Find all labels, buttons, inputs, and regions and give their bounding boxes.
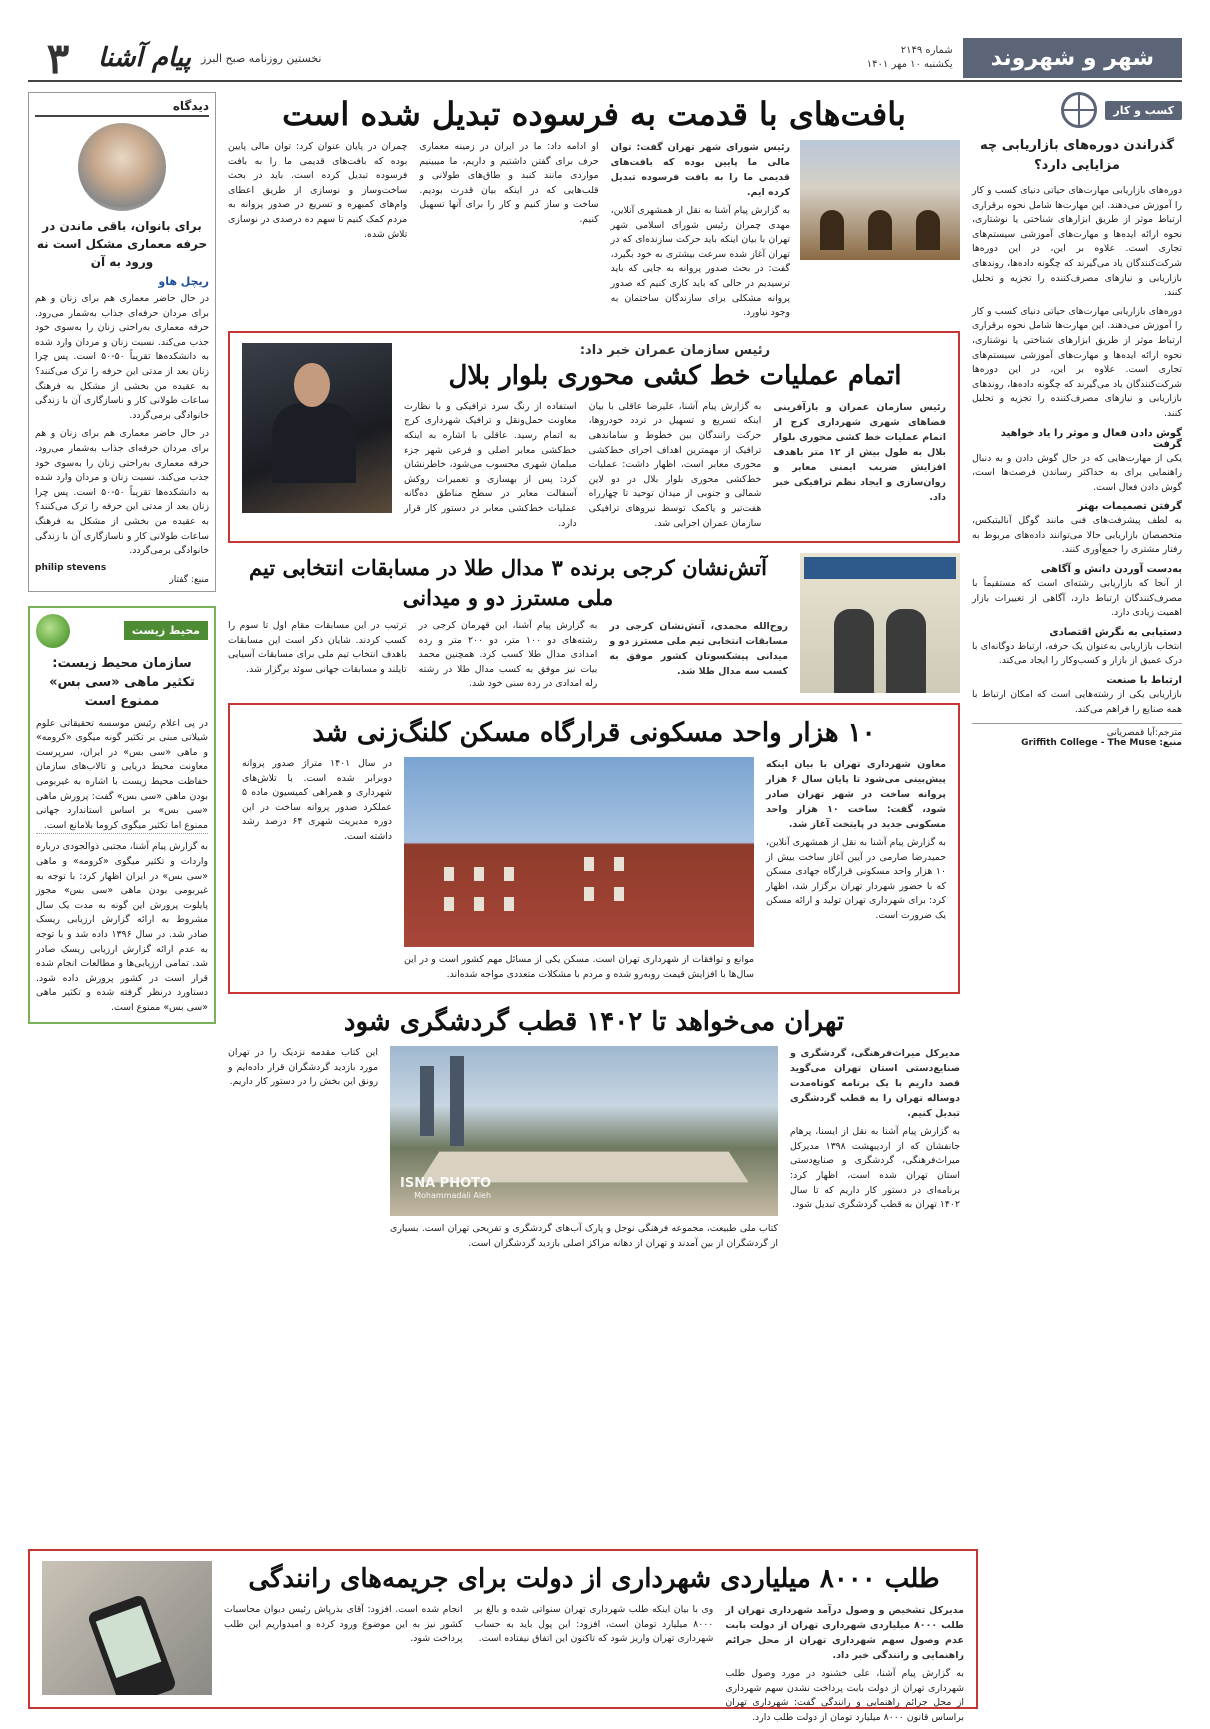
story5-body3: این کتاب مقدمه نزدیک را در تهران مورد بازدید گردشگران قرار داده‌ایم و رونق این بخش را در دستور کار داریم. <box>228 1047 378 1088</box>
story6-headline: طلب ۸۰۰۰ میلیاردی شهرداری از دولت برای جریمه‌های رانندگی <box>248 1564 940 1594</box>
story4-body3: موانع و توافقات از شهرداری تهران است. مسکن یکی از مسائل مهم کشور است و در این سال‌ها با افزایش قیمت روبه‌رو شده و مردم با مشکلات متعددی مواجه شده‌اند. <box>404 954 754 980</box>
environment-lead: در پی اعلام رئیس موسسه تحقیقاتی علوم شیلاتی مبنی بر تکثیر گونه میگوی «کرومه» و ماهی «سی بس» در ایران، سرپرست معاونت محیط دریایی و تالاب‌های سازمان حفاظت محیط زیست با اشاره به غیربومی بودن ماهی «سی بس» گفت: پرورش ماهی «سی بس» بر اساس استاندارد جهانی ممنوع اما تکثیر میگوی کروما بلامانع است. <box>36 717 208 835</box>
story2-headline: اتمام عملیات خط کشی محوری بلوار بلال <box>448 360 902 391</box>
opinion-translator: منبع: گفتار <box>169 574 209 585</box>
story2-kicker: رئیس سازمان عمران خبر داد: <box>579 342 771 358</box>
newspaper-subtitle: نخستین روزنامه صبح البرز <box>200 51 322 65</box>
masthead <box>28 33 1182 83</box>
traffic-fines-photo <box>42 1561 212 1695</box>
story-tehran-tourism <box>228 1004 960 1251</box>
story3-body1: به گزارش پیام آشنا، این قهرمان کرجی در رشته‌های دو ۱۰۰ متر، دو ۲۰۰ متر و رده امدادی مدال طلا کسب کرد. همچنین محمد بیات نیز موفق به کسب مدال طلا در رشته رله امدادی در رده سنی خود شد. <box>418 620 598 690</box>
environment-title: سازمان محیط زیست: تکثیر ماهی «سی بس» ممنوع است <box>49 655 195 709</box>
right-column <box>972 92 1182 1709</box>
subhead-3: به‌دست آوردن دانش و آگاهی <box>1040 564 1182 576</box>
story3-lead: روح‌الله محمدی، آتش‌نشان کرجی در مسابقات انتخابی تیم ملی مسترز دو و میدانی پیشکسوتان کشور موفق به کسب سه مدال طلا شد. <box>609 621 788 678</box>
author-portrait <box>78 123 166 211</box>
story1-headline: بافت‌های با قدمت به فرسوده تبدیل شده است <box>282 95 906 133</box>
official-portrait-photo <box>242 343 392 513</box>
photo-watermark: ISNA PHOTO Mohammadali Aleh <box>400 1176 492 1201</box>
opinion-author: ریچل هاو <box>158 275 209 288</box>
leaf-icon <box>36 614 70 648</box>
subhead-4-text: انتخاب بازاریابی به‌عنوان یک حرفه، ارتباط دوگانه‌ای با درک عمیق از بازار و کسب‌وکار را ایجاد می‌کند. <box>972 640 1182 667</box>
business-article-body-filler <box>972 305 1182 422</box>
page-number: ۳ <box>46 33 70 83</box>
opinion-source: philip stevens <box>35 562 107 573</box>
left-column <box>28 92 216 1709</box>
globe-icon <box>1061 92 1097 128</box>
story1-body3: چمران در پایان عنوان کرد: توان مالی پایین بوده که بافت‌های قدیمی ما را به بافت فرسوده تبدیل کرده است. باید در بحث ساخت‌وساز و نوسازی از طریق اعطای وام‌های کمبهره و تسریع در صدور پروانه به مردم کمک کنیم تا سهم ده درصدی در نوسازی تلاش شده. <box>228 141 408 240</box>
business-article-body-repeat: دوره‌های بازاریابی مهارت‌های حیاتی دنیای کسب و کار را آموزش می‌دهند. این مهارت‌ها شامل نحوه برقراری ارتباط موثر از طریق ابزارهای شناختی یا نوشتاری، نحوه ارائه ایده‌ها و مهارت‌های آموزشی سیستم‌های تجاری است. علاوه بر این، در این دوره‌ها شرکت‌کنندگان یاد می‌گیرند که چگونه داده‌ها، روندهای بازاریابی و نیازهای مصرف‌کننده را تجزیه و تحلیل کنند. <box>972 305 1182 419</box>
subhead-5: ارتباط با صنعت <box>1106 675 1182 687</box>
source: منبع: Griffith College - The Muse <box>1021 738 1182 749</box>
environment-box <box>28 606 216 1024</box>
page-body <box>28 92 1182 1709</box>
story5-headline: تهران می‌خواهد تا ۱۴۰۲ قطب گردشگری شود <box>343 1007 845 1038</box>
middle-column <box>228 92 960 1709</box>
business-article-title: گذراندن دوره‌های بازاریابی چه مزایایی دارد؟ <box>979 138 1175 173</box>
story5-body2: کتاب ملی طبیعت، مجموعه فرهنگی نوجل و پارک آب‌های گردشگری و تفریحی تهران است. بسیاری از گردشگران از بین آمدند و تهران از دهانه مراکز اصلی بازدید گردشگران است. <box>390 1223 778 1249</box>
issue-info <box>867 44 963 72</box>
environment-tag: محیط زیست <box>124 621 208 640</box>
opinion-tag: دیدگاه <box>172 99 209 113</box>
subhead-4: دستیابی به نگرش اقتصادی <box>1049 626 1182 638</box>
story2-lead: رئیس سازمان عمران و بازآفرینی فضاهای شهری شهرداری کرج از اتمام عملیات خط کشی محوری بلوار بلال به طول بیش از ۱۲ متر باهدف افزایش ضریب ایمنی معابر و روان‌سازی و ایجاد نظم ترافیکی خبر داد. <box>773 401 946 503</box>
apartments-photo <box>404 757 754 947</box>
business-credits <box>972 723 1182 748</box>
story1-body2: او ادامه داد: ما در ایران در زمینه معماری حرف برای گفتن داشتیم و داریم، ما میبینیم مواردی مانند کنبد و طاق‌های طولانی و قلب‌هایی که در اینکه بیان قدرت بودیم. ساخت و ساز کنیم و کار را برای آنها تسهیل کنیم. <box>419 141 599 225</box>
nature-bridge-photo <box>390 1046 778 1216</box>
story-housing-units <box>228 703 960 994</box>
story6-body2: وی با بیان اینکه طلب شهرداری تهران سنواتی شده و بالغ بر ۸۰۰۰ میلیارد تومان است، افزود: این پول باید به حساب شهرداری تهران واریز شود که تاکنون این اتفاق نیفتاده است. <box>474 1604 714 1645</box>
story4-lead: معاون شهرداری تهران با بیان اینکه پیش‌بینی می‌شود تا پایان سال ۶ هزار پروانه ساخت در شهر تهران صادر شود، گفت: ساخت ۱۰ هزار واحد مسکونی جدید در پایتخت آغاز شد. <box>766 759 946 831</box>
story-municipality-debt <box>28 1549 978 1723</box>
story-firefighter-medals <box>228 553 960 693</box>
story4-body2: در سال ۱۴۰۱ متراژ صدور پروانه دوبرابر شده است. با تلاش‌های شهرداری و همراهی کمیسیون ماده ۵ عملکرد صدور پروانه ساخت در این دوره مدیریت شهری ۶۴ درصد رشد داشته است. <box>242 758 392 843</box>
story5-body1: به گزارش پیام آشنا به نقل از ایسنا، پرهام جانفشان که از اردیبهشت ۱۳۹۸ مدیرکل میراث‌فرهنگی، گردشگری و صنایع‌دستی استان تهران شده است، اظهار کرد: برنامه‌ای در دستور کار داریم که تا سال ۱۴۰۲ تهران به قطب گردشگری تبدیل شود. <box>790 1126 960 1211</box>
business-tag: کسب و کار <box>1105 101 1182 120</box>
subhead-2: گرفتن تصمیمات بهتر <box>1077 501 1182 513</box>
story6-lead: مدیرکل تشخیص و وصول درآمد شهرداری تهران از طلب ۸۰۰۰ میلیاردی شهرداری تهران از دولت بابت عدم وصول سهم شهرداری تهران از محل جرائم راهنمایی و رانندگی خبر داد. <box>725 1605 964 1661</box>
story4-body1: به گزارش پیام آشنا به نقل از همشهری آنلاین، حمیدرضا صارمی در آیین آغاز ساخت بیش از ۱۰ هزار واحد مسکونی قرارگاه جهادی مسکن که با حضور شهردار تهران برگزار شد، اظهار کرد: برای شهرداری تهران تولید و ارائه مسکن یک ضرورت است. <box>766 837 946 922</box>
athletes-photo <box>800 553 960 693</box>
business-header <box>972 92 1182 128</box>
subhead-3-text: از آنجا که بازاریابی رشته‌ای است که مستقیماً با مصرف‌کنندگان ارتباط دارد، آگاهی از تغییرات بازار اهمیت زیادی دارد. <box>972 578 1182 619</box>
business-article-body: دوره‌های بازاریابی مهارت‌های حیاتی دنیای کسب و کار را آموزش می‌دهند. این مهارت‌ها شامل نحوه برقراری ارتباط موثر از طریق ابزارهای شناختی یا نوشتاری، نحوه ارائه ایده‌ها و مهارت‌های آموزشی سیستم‌های تجاری است. علاوه بر این، در این دوره‌ها شرکت‌کنندگان یاد می‌گیرند که چگونه داده‌ها، روندهای بازاریابی و نیازهای مصرف‌کننده را تجزیه و تحلیل کنند. <box>972 185 1182 299</box>
story6-body3: انجام شده است. افزود: آقای بذرپاش رئیس دیوان محاسبات کشور نیز به این موضوع ورود کرده و امیدواریم این طلب پرداخت شود. <box>223 1604 463 1645</box>
opinion-title: برای بانوان، باقی ماندن در حرفه معماری مشکل است نه ورود به آن <box>36 219 208 269</box>
story3-body2: ترتیب در این مسابقات مقام اول تا سوم را کسب کردند. شایان ذکر است این مسابقات باهدف انتخاب تیم ملی برای مسابقات آسیایی تایلند و مسابقات جهانی سوئد برگزار شد. <box>227 620 407 675</box>
issue-date: یکشنبه ۱۰ مهر ۱۴۰۱ <box>866 59 953 70</box>
story6-body1: به گزارش پیام آشنا، علی خشنود در مورد وصول طلب شهرداری تهران از دولت بابت پرداخت نشدن سهم شهرداری از محل جرائم راهنمایی و رانندگی گفت: شهرداری تهران براساس قانون ۸۰۰۰ میلیارد تومان از دولت طلب دارد. <box>725 1668 964 1723</box>
subhead-1: گوش دادن فعال و موثر را یاد خواهید گرفت <box>1000 427 1182 450</box>
story-old-textures <box>228 92 960 321</box>
story2-body2: استفاده از رنگ سرد ترافیکی و با نظارت معاونت حمل‌ونقل و ترافیک شهرداری کرج به اتمام رسید. عاقلی با اشاره به اینکه خط‌کشی معابر اصلی و فرعی شهر جزء مبلمان شهری محسوب می‌شود، خاطرنشان کرد: پس از بهسازی و تعمیرات روکش آسفالت معابر در سطح مناطق ده‌گانه عملیات خط‌کشی معابر در دستور کار قرار دارد. <box>403 400 577 529</box>
subhead-1-text: یکی از مهارت‌هایی که در حال گوش دادن و به دنبال راهنمایی برای به حداکثر رساندن فرصت‌ها است، گوش دادن فعال است. <box>972 452 1182 493</box>
newspaper-logo: پیام آشنا <box>98 43 191 73</box>
subhead-2-text: به لطف پیشرفت‌های فنی مانند گوگل آنالیتیکس، متخصصان بازاریابی حالا می‌توانند داده‌های مربوط به رفتار مشتری را جمع‌آوری کنند. <box>972 515 1182 556</box>
subhead-5-text: بازاریابی یکی از رشته‌هایی است که امکان ارتباط با همه صنایع را فراهم می‌کند. <box>972 689 1182 715</box>
section-title: شهر و شهروند <box>963 38 1182 78</box>
old-building-photo <box>800 140 960 260</box>
opinion-box <box>28 92 216 592</box>
opinion-body-2: در حال حاضر معماری هم برای زنان و هم برای مردان حرفه‌ای جذاب به‌شمار می‌رود. حرفه معماری به‌راحتی زنان را به‌سوی خود جذب می‌کند. نسبت زنان و مردان وارد شده به دانشکده‌ها تقریباً ۵۰-۵۰ است. پس چرا زنان بعد از مدتی این حرفه را ترک می‌کنند؟ به عقیده من بخشی از مشکل به فرهنگ ساعات طولانی کار و ناسازگاری آن با زندگی خانوادگی برمی‌گردد. <box>35 428 209 557</box>
translator: مترجم:آیا قمصریانی <box>1106 728 1182 739</box>
story1-lead: رئیس شورای شهر تهران گفت: توان مالی ما پایین بوده که بافت‌های قدیمی ما را به بافت فرسوده تبدیل کرده ایم. <box>610 142 790 198</box>
story3-headline: آتش‌نشان کرجی برنده ۳ مدال طلا در مسابقات انتخابی تیم ملی مسترز دو و میدانی <box>249 555 767 611</box>
story-bilal-boulevard <box>228 331 960 543</box>
opinion-body: در حال حاضر معماری هم برای زنان و هم برای مردان حرفه‌ای جذاب به‌شمار می‌رود. حرفه معماری به‌راحتی زنان را به‌سوی خود جذب می‌کند. نسبت زنان و مردان وارد شده به دانشکده‌ها تقریباً ۵۰-۵۰ است. پس چرا زنان بعد از مدتی این حرفه را ترک می‌کنند؟ به عقیده من بخشی از مشکل به فرهنگ ساعات طولانی کار و ناسازگاری آن با زندگی خانوادگی برمی‌گردد. <box>35 293 209 421</box>
story5-lead: مدیرکل میراث‌فرهنگی، گردشگری و صنایع‌دستی استان تهران می‌گوید قصد داریم با یک برنامه کوتاه‌مدت دوساله تهران را به قطب گردشگری تبدیل کنیم. <box>790 1048 960 1120</box>
issue-number: شماره ۲۱۴۹ <box>900 45 953 56</box>
story1-body1: به گزارش پیام آشنا به نقل از همشهری آنلاین، مهدی چمران رئیس شورای اسلامی شهر تهران با بیان اینکه باید حرکت سازنده‌ای که در تهران آغاز شده سرعت بیشتری به خود بگیرد، گفت: در بحث صدور پروانه به جایی که باید ترسیدیم در حالی که باید کاری کنیم که صدور پروانه مشکلی برای سازندگان ساختمان به وجود نیاورد. <box>610 205 790 319</box>
story2-body1: به گزارش پیام آشنا، علیرضا عاقلی با بیان اینکه تسریع و تسهیل در تردد خودروها، حرکت رانندگان بین خطوط و ساماندهی ترافیک از مهمترین اهداف اجرای خط‌کشی محوری معابر است، اظهار داشت: عملیات خط‌کشی محوری بلوار بلال در دو لاین شمالی و جنوبی از میدان توحید تا چهارراه هفت‌تیر و یا‌کمک توسط نیروهای ترافیکی سازمان عمران اجرایی شد. <box>588 400 762 529</box>
masthead-brand <box>28 34 321 83</box>
environment-body: به گزارش پیام آشنا، مجتبی ذوالجودی درباره واردات و تکثیر میگوی «کرومه» و ماهی «سی بس» در ایران اظهار کرد: با توجه به غیربومی بودن ماهی «سی بس» مجوز پایلوت پرورش این گونه به مدت یک سال مشروط به ارائه گزارش ارزیابی ریسک صادر شد. در سال ۱۳۹۶ داده شد و با توجه به عدم ارائه گزارش ارزیابی ریسک صادر شد. تمامی ارزیابی‌ها و مطالعات انجام شده قرار است در کشور پرورش داده شود. دستاورد درنظر گرفته شده و تکثیر ماهی «سی بس» ممنوع است. <box>36 841 208 1013</box>
story4-headline: ۱۰ هزار واحد مسکونی قرارگاه مسکن کلنگ‌زنی شد <box>312 718 876 749</box>
